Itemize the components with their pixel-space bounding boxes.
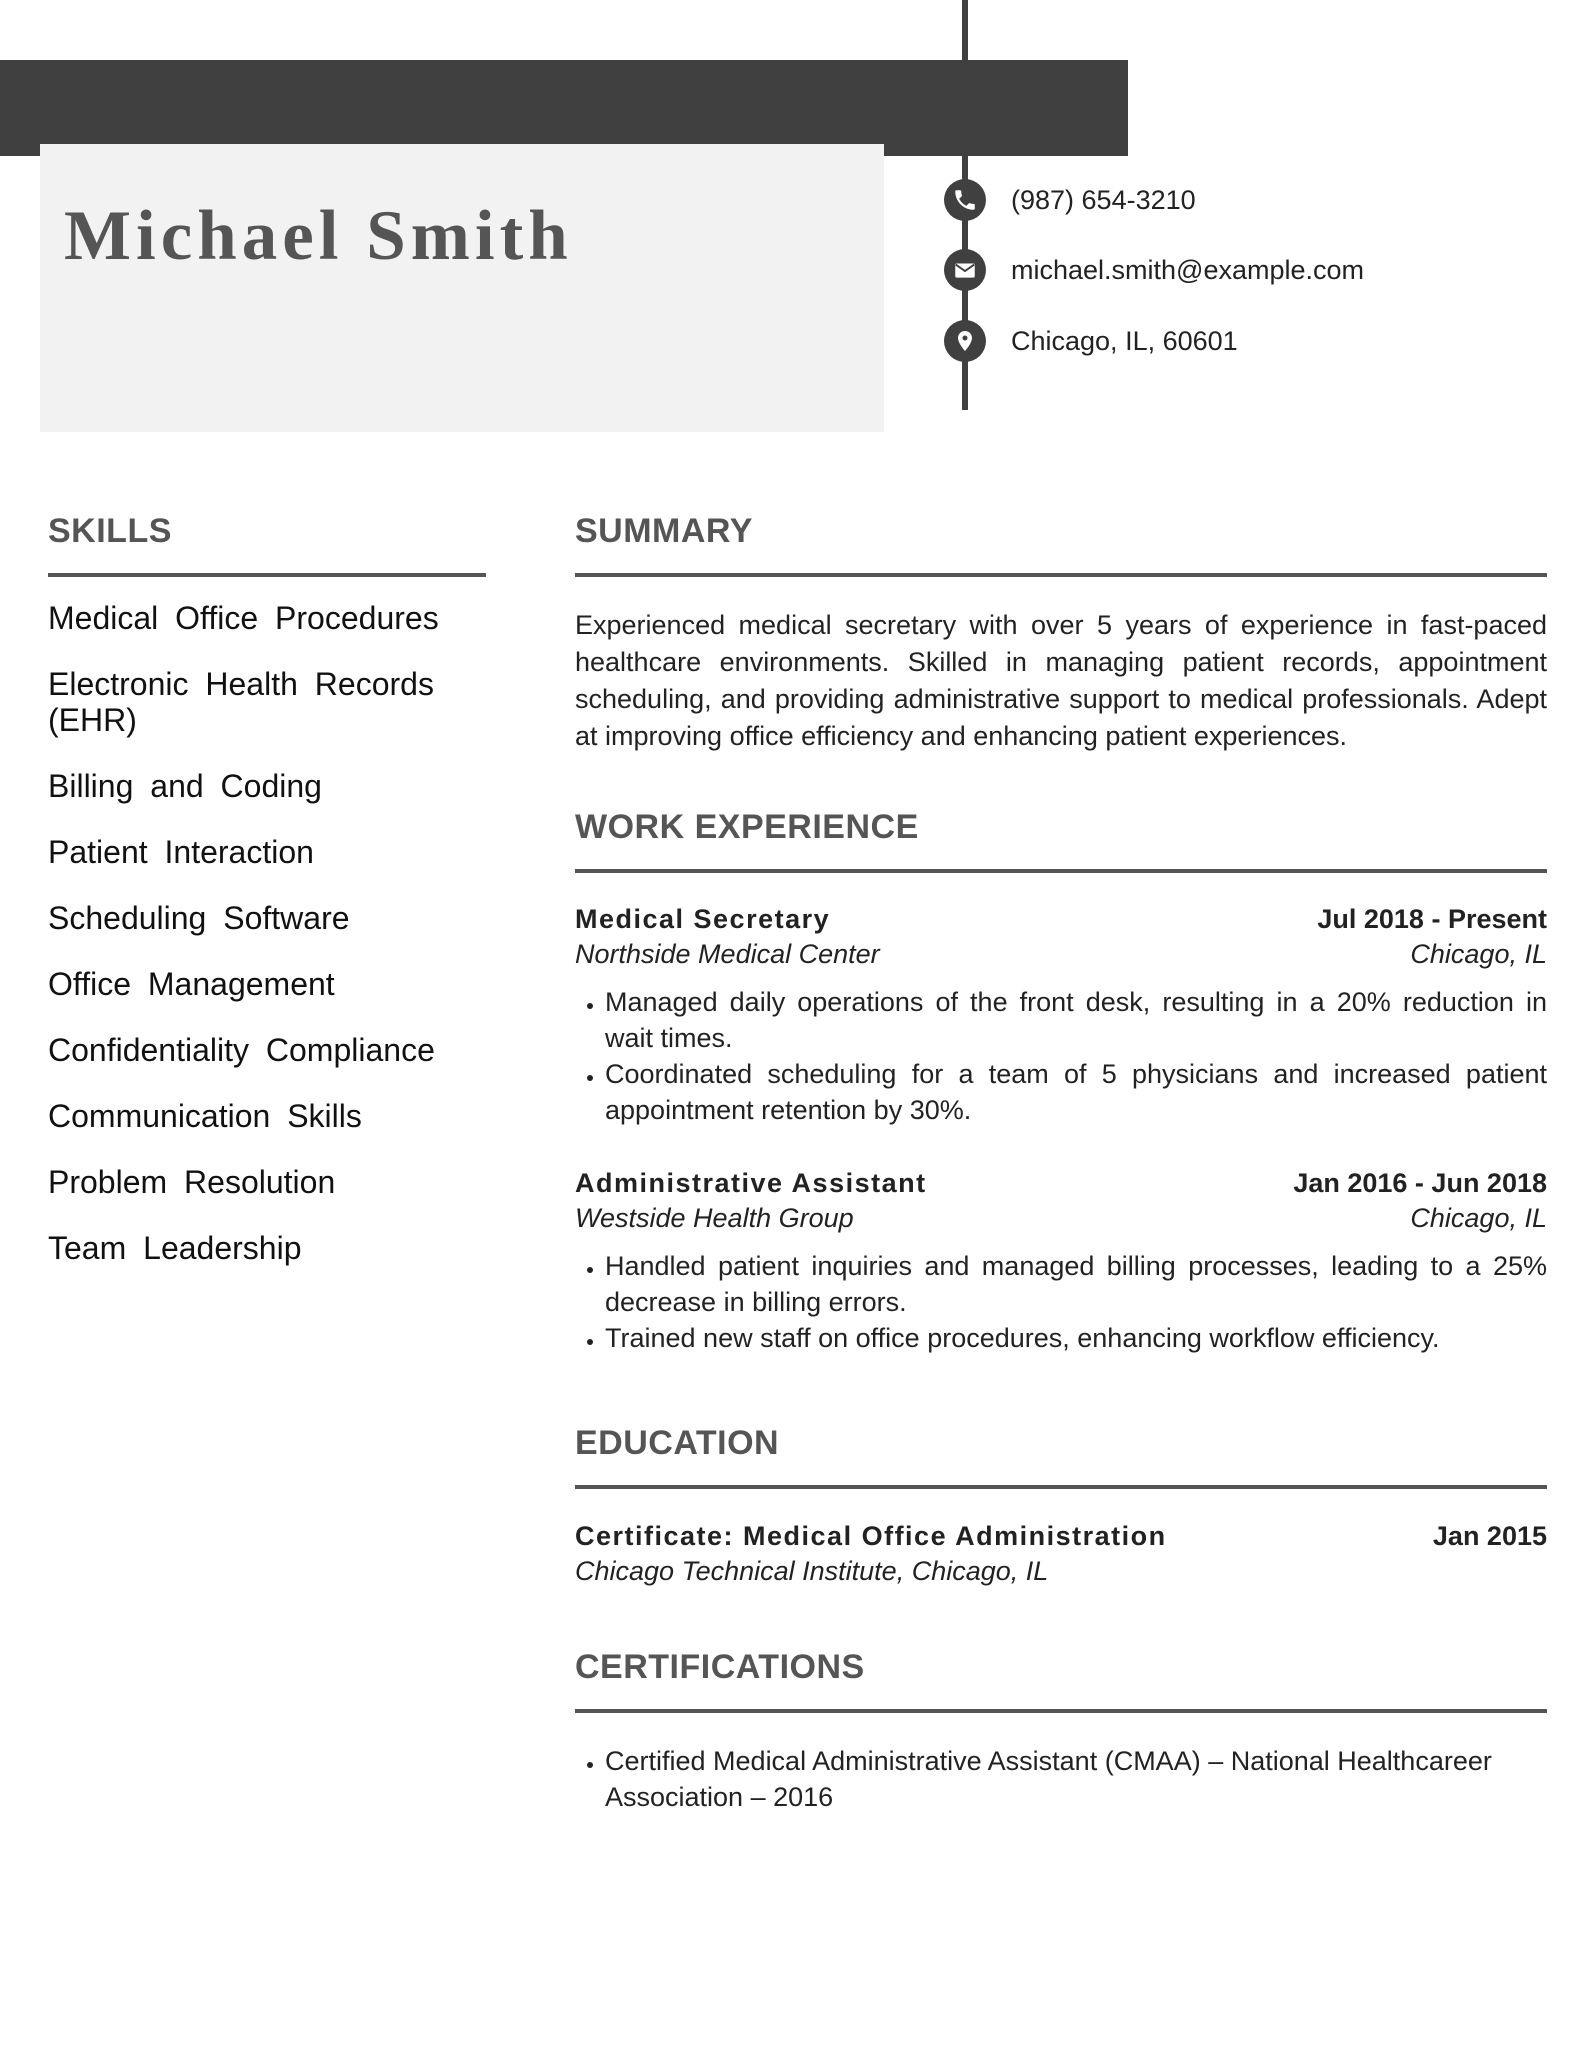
skills-rule	[48, 573, 486, 577]
name-panel	[40, 144, 884, 432]
skill-item: Electronic Health Records (EHR)	[48, 666, 434, 738]
contact-email	[944, 249, 1364, 291]
job-organization: Westside Health Group	[575, 1203, 854, 1233]
skill-item: Communication Skills	[48, 1098, 362, 1134]
map-pin-icon	[944, 320, 986, 362]
skill-item: Scheduling Software	[48, 900, 350, 936]
job-bullet: • Handled patient inquiries and managed billing processes, leading to a 25% decrease in billing errors.	[605, 1248, 1547, 1320]
skill-item: Office Management	[48, 966, 335, 1002]
degree-title: Certificate: Medical Office Administration	[575, 1521, 1167, 1551]
contact-location	[944, 320, 1238, 362]
experience-heading: WORK EXPERIENCE	[575, 808, 919, 846]
job-location: Chicago, IL	[1410, 939, 1547, 969]
skill-item: Team Leadership	[48, 1230, 302, 1266]
certification-item: • Certified Medical Administrative Assistant (CMAA) – National Healthcareer Association – 2016	[605, 1743, 1547, 1815]
certifications-rule	[575, 1709, 1547, 1713]
phone-text: (987) 654-3210	[1011, 184, 1196, 215]
degree-date: Jan 2015	[1432, 1521, 1547, 1551]
email-text: michael.smith@example.com	[1011, 254, 1365, 285]
envelope-icon	[944, 249, 986, 291]
job-bullet: • Trained new staff on office procedures, enhancing workflow efficiency.	[605, 1320, 1547, 1356]
contact-phone	[944, 179, 1196, 221]
skill-item: Medical Office Procedures	[48, 600, 439, 636]
job-title: Administrative Assistant	[575, 1168, 927, 1198]
job-location: Chicago, IL	[1410, 1203, 1547, 1233]
skills-list	[48, 600, 488, 1296]
phone-icon	[944, 179, 986, 221]
skill-item: Problem Resolution	[48, 1164, 336, 1200]
header-bar	[0, 60, 1128, 156]
job-dates: Jan 2016 - Jun 2018	[1293, 1168, 1547, 1198]
job-entry	[575, 1168, 1547, 1356]
certifications-section	[575, 1729, 1547, 1815]
candidate-name: Michael Smith	[64, 197, 573, 275]
summary-text: Experienced medical secretary with over 5 years of experience in fast-paced healthcare environments. Skilled in managing patient records, appointment scheduling, and providing administrative support to medical professionals. Adept at improving office efficiency and enhancing patient experiences.	[575, 610, 1547, 751]
job-organization: Northside Medical Center	[575, 939, 880, 969]
summary-rule	[575, 573, 1547, 577]
job-bullet: • Coordinated scheduling for a team of 5 physicians and increased patient appointment retention by 30%.	[605, 1056, 1547, 1128]
summary-heading: SUMMARY	[575, 512, 753, 550]
education-entry	[575, 1521, 1547, 1587]
skill-item: Patient Interaction	[48, 834, 314, 870]
skill-item: Billing and Coding	[48, 768, 322, 804]
job-bullet: • Managed daily operations of the front desk, resulting in a 20% reduction in wait times.	[605, 984, 1547, 1056]
certification-list	[575, 1743, 1547, 1815]
job-bullets	[575, 984, 1547, 1128]
skills-heading: SKILLS	[48, 512, 172, 550]
job-title: Medical Secretary	[575, 904, 831, 934]
experience-rule	[575, 869, 1547, 873]
school-name: Chicago Technical Institute, Chicago, IL	[575, 1556, 1049, 1586]
location-text: Chicago, IL, 60601	[1011, 325, 1238, 356]
certifications-heading: CERTIFICATIONS	[575, 1648, 865, 1686]
education-heading: EDUCATION	[575, 1424, 780, 1462]
skill-item: Confidentiality Compliance	[48, 1032, 435, 1068]
job-bullets	[575, 1248, 1547, 1356]
job-dates: Jul 2018 - Present	[1317, 904, 1547, 934]
summary-section	[575, 607, 1547, 755]
education-rule	[575, 1485, 1547, 1489]
job-entry	[575, 904, 1547, 1128]
